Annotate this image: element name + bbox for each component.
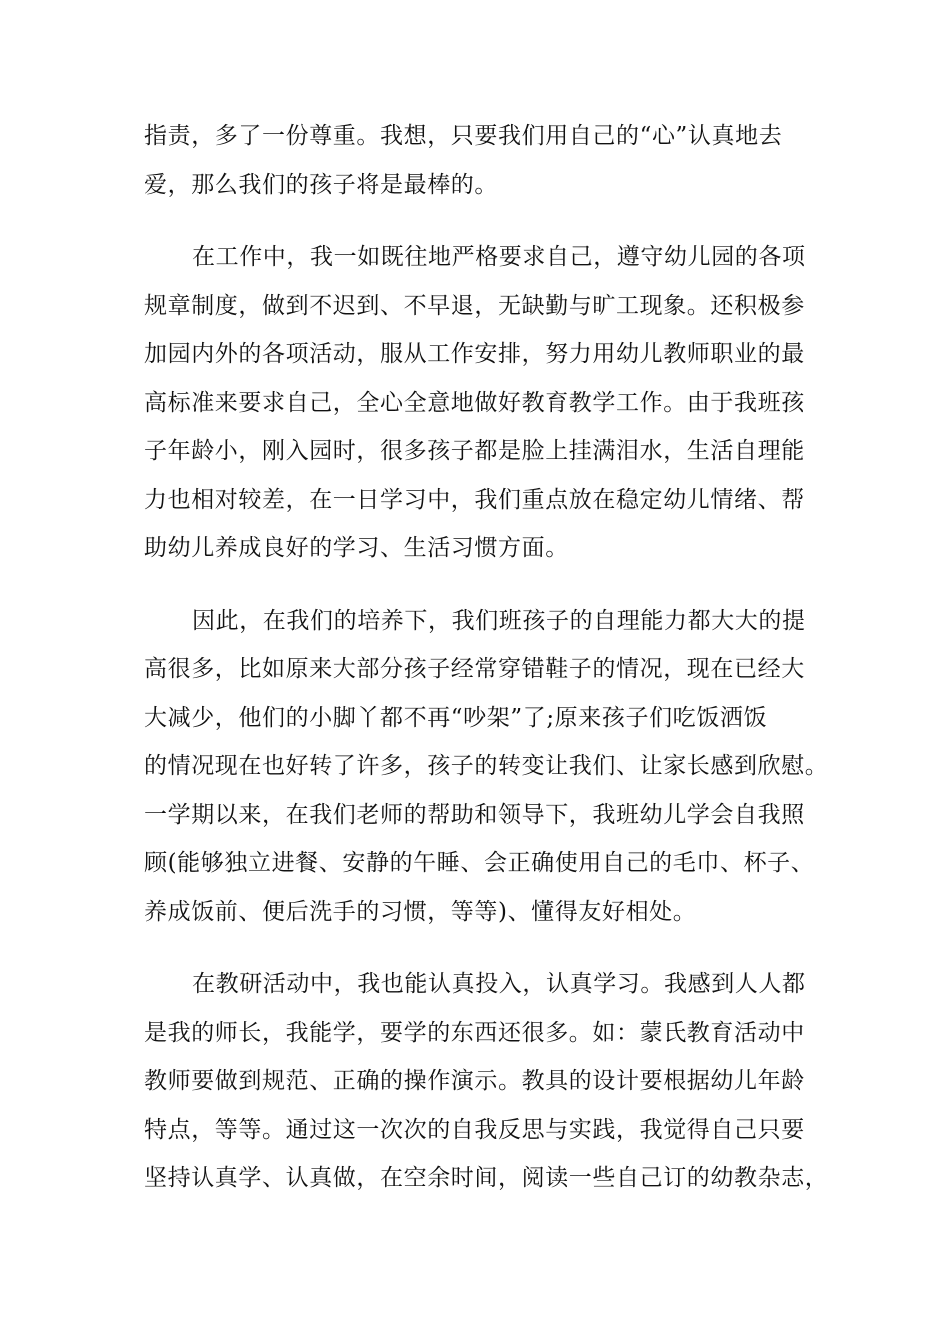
paragraph-line: 力也相对较差，在一日学习中，我们重点放在稳定幼儿情绪、帮 (144, 486, 805, 513)
paragraph-line: 养成饭前、便后洗手的习惯，等等)、懂得友好相处。 (144, 898, 697, 925)
paragraph-line: 指责，多了一份尊重。我想，只要我们用自己的“心”认真地去 (144, 123, 783, 149)
paragraph-line: 教师要做到规范、正确的操作演示。教具的设计要根据幼儿年龄 (144, 1068, 805, 1094)
paragraph-line: 加园内外的各项活动，服从工作安排，努力用幼儿教师职业的最 (144, 341, 805, 367)
paragraph-line: 因此，在我们的培养下，我们班孩子的自理能力都大大的提 (192, 607, 806, 634)
paragraph-1 (144, 112, 814, 209)
paragraph-line: 规章制度，做到不迟到、不早退，无缺勤与旷工现象。还积极参 (144, 292, 805, 319)
paragraph-line: 在教研活动中，我也能认真投入，认真学习。我感到人人都 (192, 971, 806, 997)
paragraph-line: 高标准来要求自己，全心全意地做好教育教学工作。由于我班孩 (144, 389, 805, 416)
paragraph-2 (144, 233, 814, 573)
paragraph-line: 一学期以来，在我们老师的帮助和领导下，我班幼儿学会自我照 (144, 801, 805, 828)
paragraph-4 (144, 960, 829, 1203)
paragraph-line: 是我的师长，我能学，要学的东西还很多。如：蒙氏教育活动中 (144, 1019, 805, 1046)
paragraph-line: 高很多，比如原来大部分孩子经常穿错鞋子的情况，现在已经大 (144, 656, 805, 682)
document-body (144, 112, 829, 1203)
paragraph-gap (144, 209, 814, 233)
paragraph-line: 的情况现在也好转了许多，孩子的转变让我们、让家长感到欣慰。 (144, 753, 829, 779)
paragraph-line: 子年龄小，刚入园时，很多孩子都是脸上挂满泪水，生活自理能 (144, 438, 805, 464)
paragraph-line: 在工作中，我一如既往地严格要求自己，遵守幼儿园的各项 (192, 244, 806, 270)
paragraph-line: 顾(能够独立进餐、安静的午睡、会正确使用自己的毛巾、杯子、 (144, 850, 815, 876)
paragraph-line: 坚持认真学、认真做，在空余时间，阅读一些自己订的幼教杂志， (144, 1165, 829, 1191)
paragraph-line: 大减少，他们的小脚丫都不再“吵架”了;原来孩子们吃饭洒饭 (144, 704, 768, 731)
paragraph-gap (144, 573, 814, 597)
paragraph-line: 助幼儿养成良好的学习、生活习惯方面。 (144, 535, 569, 561)
paragraph-3 (144, 597, 829, 937)
paragraph-line: 爱，那么我们的孩子将是最棒的。 (144, 171, 498, 198)
paragraph-line: 特点，等等。通过这一次次的自我反思与实践，我觉得自己只要 (144, 1116, 805, 1143)
paragraph-gap (144, 936, 814, 960)
